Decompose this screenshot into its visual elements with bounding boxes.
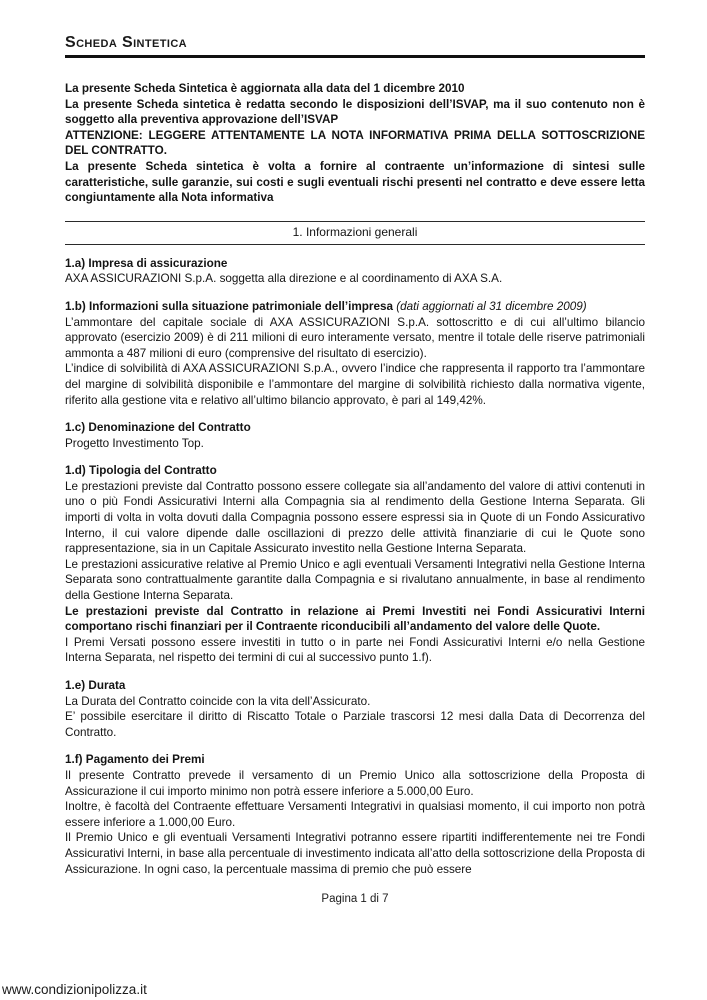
section-1-heading: 1. Informazioni generali xyxy=(65,221,645,245)
section-1f-body-2: Inoltre, è facoltà del Contraente effettuare Versamenti Integrativi in qualsiasi momento, il cui importo non potrà essere inferiore a 1.000,00 Euro. xyxy=(65,800,645,829)
document-title: Scheda Sintetica xyxy=(65,34,188,51)
section-1c-heading: 1.c) Denominazione del Contratto xyxy=(65,421,251,435)
title-rule xyxy=(65,55,645,58)
attention-notice: ATTENZIONE: LEGGERE ATTENTAMENTE LA NOTA INFORMATIVA PRIMA DELLA SOTTOSCRIZIONE DEL CONTRATTO. xyxy=(65,128,645,158)
section-1b-heading-note: (dati aggiornati al 31 dicembre 2009) xyxy=(396,299,587,313)
section-1b xyxy=(65,299,645,408)
update-date-paragraph: La presente Scheda Sintetica è aggiornata alla data del 1 dicembre 2010 xyxy=(65,82,465,95)
section-1a xyxy=(65,256,645,287)
section-1f-heading: 1.f) Pagamento dei Premi xyxy=(65,753,205,767)
isvap-disclaimer-paragraph: La presente Scheda sintetica è redatta secondo le disposizioni dell’ISVAP, ma il suo contenuto non è soggetto alla preventiva approvazione dell’ISVAP xyxy=(65,97,645,127)
section-1b-body-1: L’ammontare del capitale sociale di AXA ASSICURAZIONI S.p.A. sottoscritto e di cui all’ultimo bilancio approvato (esercizio 2009) è di 211 milioni di euro interamente versato, mentre il totale delle riserve patrimoniali ammonta a 487 milioni di euro (comprensive del risultato di esercizio). xyxy=(65,315,645,360)
section-1b-heading xyxy=(65,299,645,315)
section-1e-body-1: La Durata del Contratto coincide con la vita dell’Assicurato. xyxy=(65,694,371,708)
section-1d-risk-statement: Le prestazioni previste dal Contratto in relazione ai Premi Investiti nei Fondi Assicurativi Interni comportano rischi finanziari per il Contraente riconducibili all’andamento del valore delle Quote. xyxy=(65,604,645,634)
section-1e-heading: 1.e) Durata xyxy=(65,679,126,692)
section-1f-body-3: Il Premio Unico e gli eventuali Versamenti Integrativi potranno essere ripartiti indifferentemente nei tre Fondi Assicurativi Interni, in base alla percentuale di investimento indicata all’atto della sottoscrizione della Proposta di Assicurazione. In ogni caso, la percentuale massima di premio che può essere xyxy=(65,831,645,876)
section-1c-body: Progetto Investimento Top. xyxy=(65,436,204,450)
section-1d xyxy=(65,463,645,666)
section-1d-body-1: Le prestazioni previste dal Contratto possono essere collegate sia all’andamento del valore di attivi contenuti in uno o più Fondi Assicurativi Interni alla Compagnia sia al rendimento della Gestione Interna Separata. Gli importi di volta in volta dovuti dalla Compagnia possono essere espressi sia in Quote di un Fondo Assicurativo Interno, il cui valore dipende dalle oscillazioni di prezzo delle attività finanziarie di cui le Quote sono rappresentazione, sia in un Capitale Assicurato investito nella Gestione Interna Separata. xyxy=(65,479,645,556)
section-1a-body: AXA ASSICURAZIONI S.p.A. soggetta alla direzione e al coordinamento di AXA S.A. xyxy=(65,272,503,286)
section-1e-body-2: E’ possibile esercitare il diritto di Riscatto Totale o Parziale trascorsi 12 mesi dalla Data di Decorrenza del Contratto. xyxy=(65,710,645,739)
page-number: Pagina 1 di 7 xyxy=(321,893,389,906)
section-1f-body-1: Il presente Contratto prevede il versamento di un Premio Unico alla sottoscrizione della Proposta di Assicurazione il cui importo minimo non potrà essere inferiore a 5.000,00 Euro. xyxy=(65,768,645,798)
section-1b-heading-text: 1.b) Informazioni sulla situazione patrimoniale dell’impresa xyxy=(65,299,393,313)
section-1b-body-2: L’indice di solvibilità di AXA ASSICURAZIONI S.p.A., ovvero l’indice che rappresenta il rapporto tra l’ammontare del margine di solvibilità disponibile e l’ammontare del margine di solvibilità richiesto dalla normativa vigente, riferito alla gestione vita e relativo all’ultimo bilancio approvato, è pari al 149,42%. xyxy=(65,362,645,407)
intro-summary-paragraph: La presente Scheda sintetica è volta a fornire al contraente un’informazione di sintesi sulle caratteristiche, sulle garanzie, sui costi e sugli eventuali rischi presenti nel contratto e deve essere letta congiuntamente alla Nota informativa xyxy=(65,159,645,205)
section-1f xyxy=(65,752,645,877)
section-1c xyxy=(65,420,645,451)
section-1a-heading: 1.a) Impresa di assicurazione xyxy=(65,256,228,270)
intro-block xyxy=(65,81,645,206)
section-1d-heading: 1.d) Tipologia del Contratto xyxy=(65,464,217,478)
section-1d-body-2: Le prestazioni assicurative relative al Premio Unico e agli eventuali Versamenti Integrativi nella Gestione Interna Separata sono contrattualmente garantite dalla Compagnia e si rivalutano annualmente, in base al rendimento della Gestione Interna Separata. xyxy=(65,557,645,603)
section-1d-body-4: I Premi Versati possono essere investiti in tutto o in parte nei Fondi Assicurativi Interni e/o nella Gestione Interna Separata, nel rispetto dei termini di cui al successivo punto 1.f). xyxy=(65,635,645,665)
section-1e xyxy=(65,678,645,740)
watermark-url: www.condizionipolizza.it xyxy=(2,982,147,997)
